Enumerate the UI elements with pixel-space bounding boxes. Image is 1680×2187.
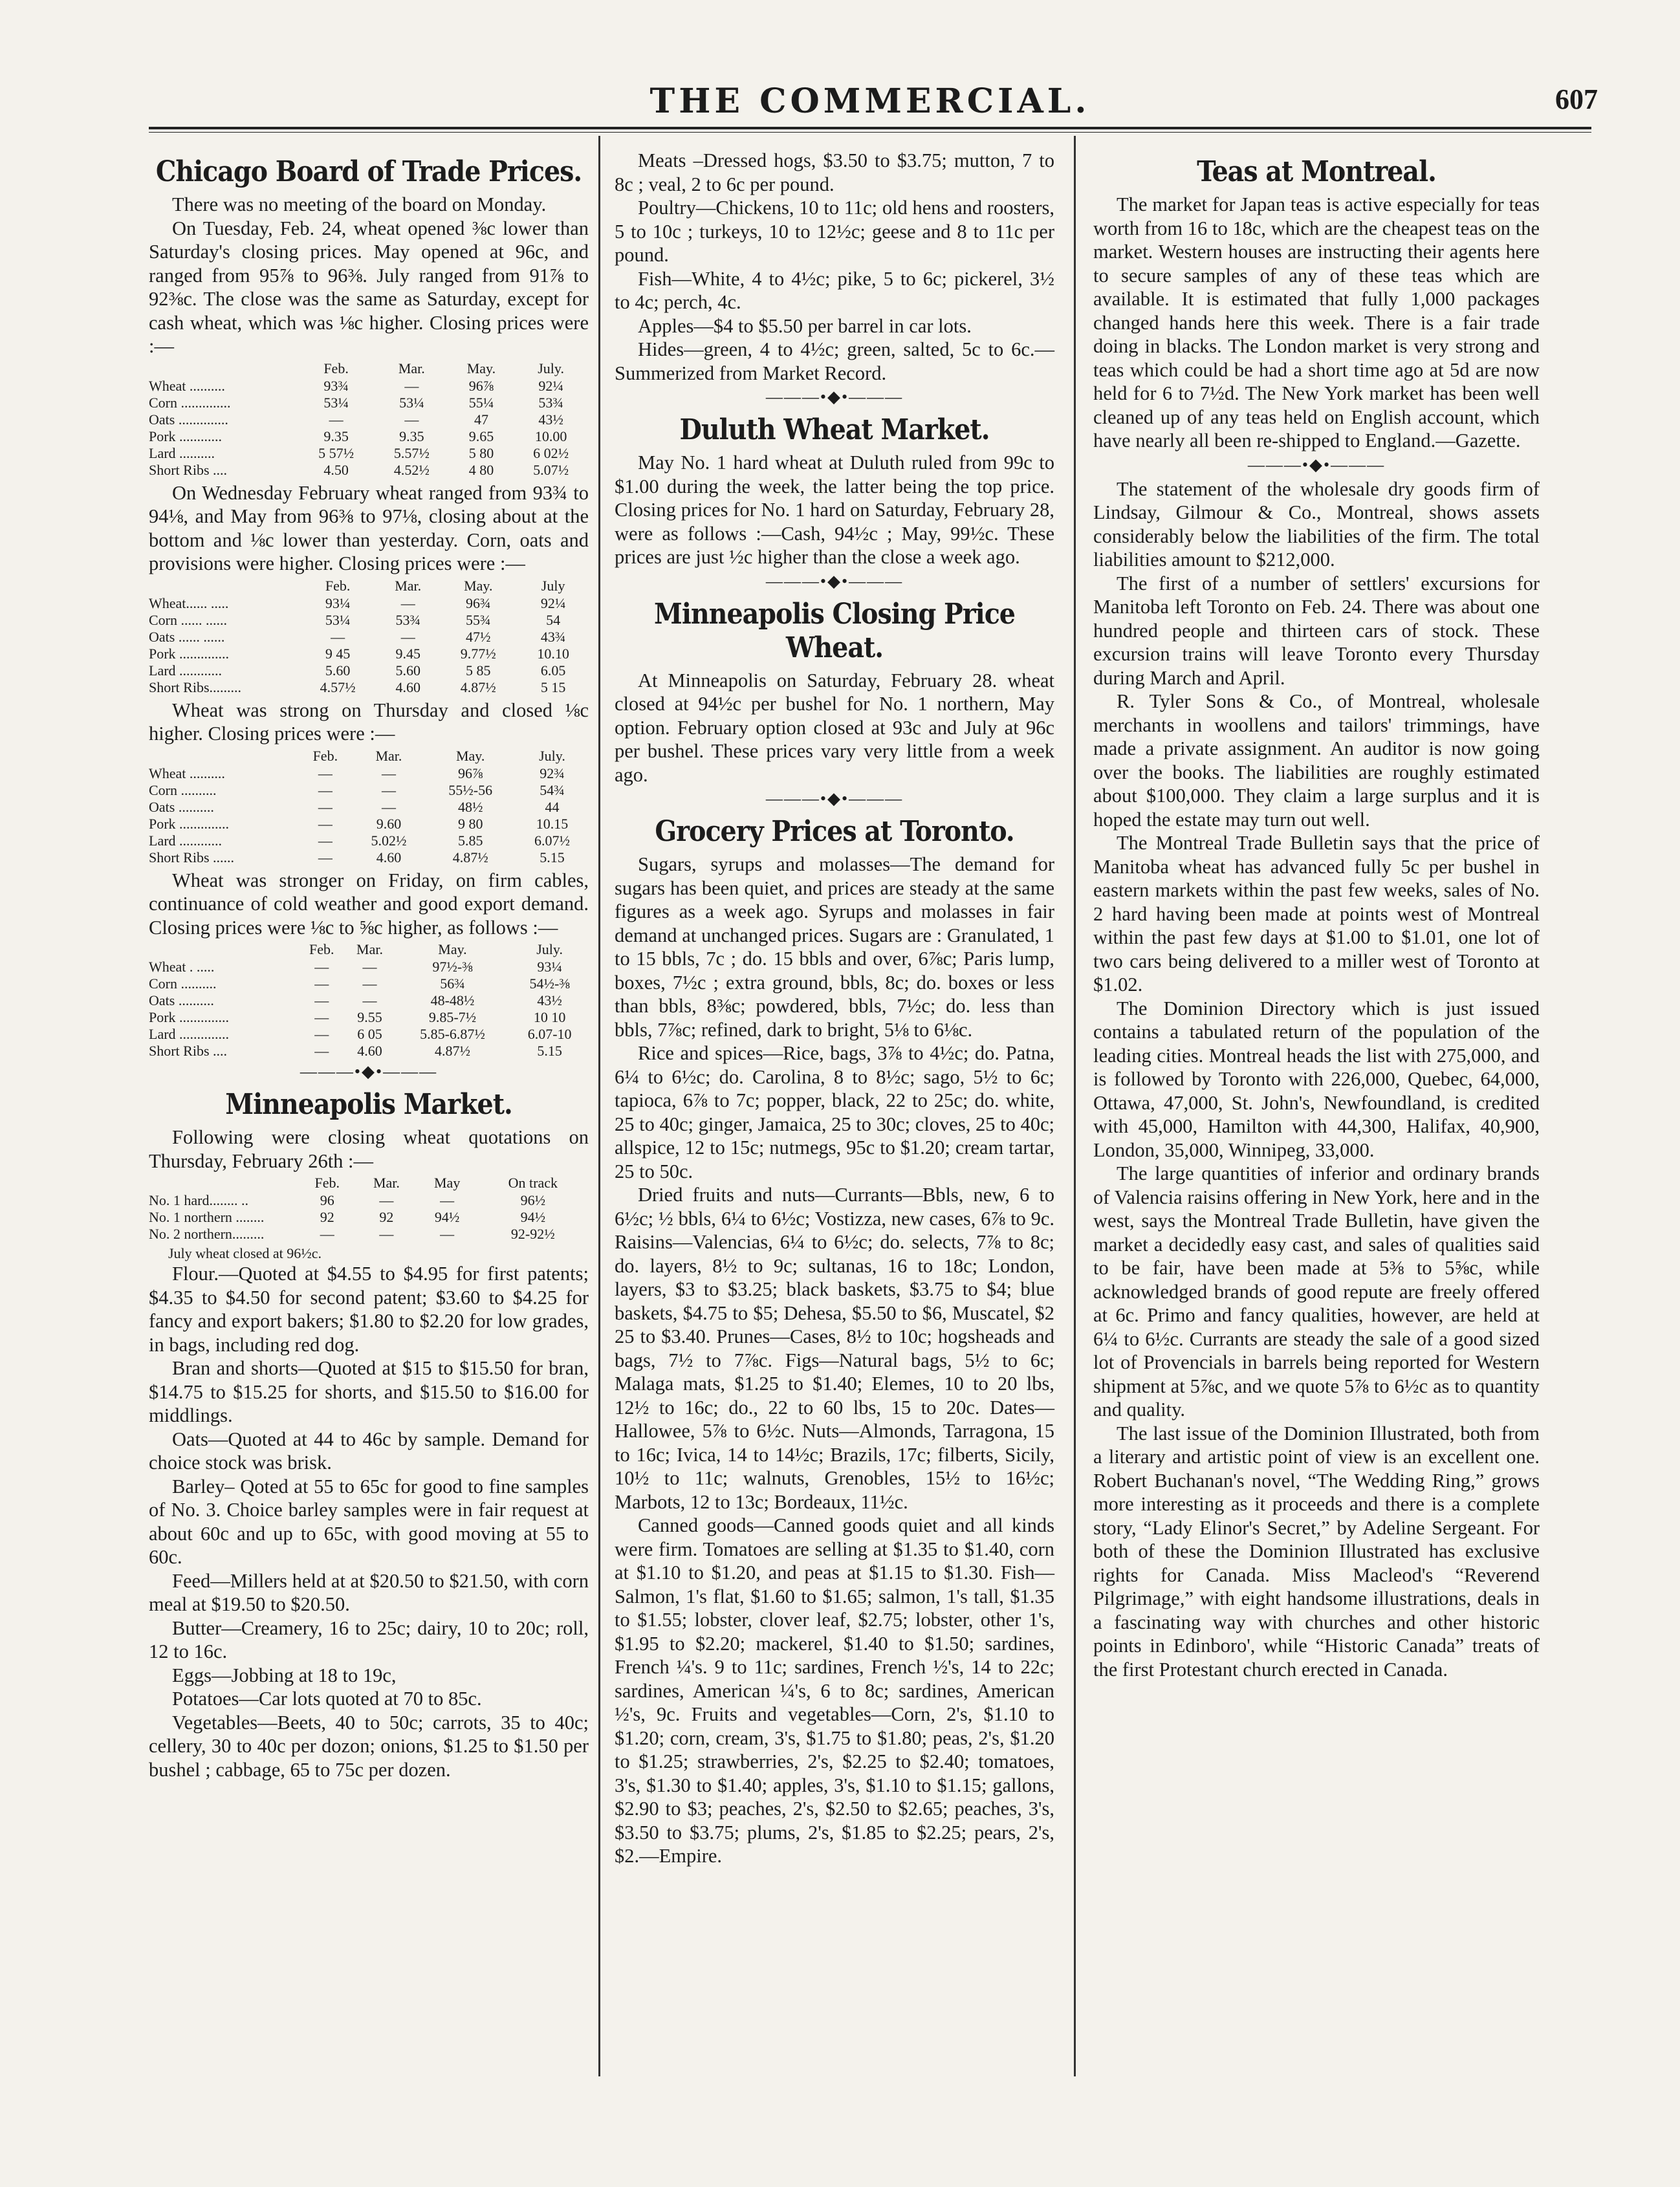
section-separator: ———•◆•——— xyxy=(765,387,904,406)
table-row xyxy=(149,1226,589,1243)
section-separator: ———•◆•——— xyxy=(300,1062,438,1081)
table-cell: — xyxy=(318,798,333,815)
table-cell: 54¾ xyxy=(540,781,565,798)
table-cell: 5.02½ xyxy=(371,832,407,849)
table-row xyxy=(149,662,589,679)
table-cell: — xyxy=(318,815,333,832)
table-cell: — xyxy=(379,1226,394,1242)
table-cell: 92-92½ xyxy=(510,1226,555,1242)
table-cell: — xyxy=(400,594,415,611)
table-cell: Pork .............. xyxy=(149,815,230,832)
table-header-cell: Feb. xyxy=(314,1175,340,1191)
table-cell: 93¾ xyxy=(323,377,349,394)
table-cell: 4.57½ xyxy=(320,679,356,695)
table-row xyxy=(149,1043,589,1060)
table-header-cell: May. xyxy=(455,747,485,764)
table-row xyxy=(149,816,589,832)
table-cell: 93¼ xyxy=(325,594,351,611)
minneapolis-paragraph: Feed—Millers held at at $20.50 to $21.50, with corn meal at $19.50 to $20.50. xyxy=(149,1569,589,1615)
price-table-tuesday xyxy=(149,360,589,479)
table-cell: 96½ xyxy=(520,1192,546,1208)
table-header-cell: Mar. xyxy=(375,747,402,764)
table-cell: — xyxy=(362,975,377,992)
grocery-heading: Grocery Prices at Toronto. xyxy=(655,815,1014,848)
table-cell: 5.15 xyxy=(537,1043,562,1059)
column-1 xyxy=(149,149,589,1781)
table-cell: 9 80 xyxy=(457,815,483,832)
table-header-cell: May. xyxy=(466,360,496,376)
table-cell: 6 02½ xyxy=(533,444,569,461)
table-cell: 55¼ xyxy=(468,394,494,411)
table-cell: Short Ribs ...... xyxy=(149,849,235,865)
table-header-cell: Mar. xyxy=(395,577,422,594)
table-cell: — xyxy=(318,849,333,865)
news-paragraph: The Montreal Trade Bulletin says that the price of Manitoba wheat has advanced fully 5c per bushel in eastern markets within the past few weeks, sales of No. 2 hard having been made at points west of Montreal within the past few days at $1.00 to $1.01, one lot of two cars being delivered to a miller west of Toronto at $1.02. xyxy=(1093,832,1540,996)
grocery-paragraph: Sugars, syrups and molasses—The demand for sugars has been quiet, and prices are steady at the same figures as a week ago. Syrups and molasses in fair demand at unchanged prices. Sugars are : Granulated, 1 to 15 bbls, 7c ; do. 15 bbls and over, 6⅞c; Paris lump, boxes, 7½c ; extra ground, bbls, 8c; do. boxes or less than bbls, 8⅜c; powdered, bbls, 7½c; do. less than bbls, 7⅞c; refined, dark to bright, 5⅛ to 6⅛c. xyxy=(615,853,1054,1041)
table-header-cell: Mar. xyxy=(398,360,425,376)
chicago-paragraph: Wheat was stronger on Friday, on firm cables, continuance of cold weather and good export demand. Closing prices were ⅛c to ⅝c higher, as follows :— xyxy=(149,869,589,939)
minneapolis-paragraph: Following were closing wheat quotations on Thursday, February 26th :— xyxy=(149,1126,589,1172)
news-paragraph: The statement of the wholesale dry goods firm of Lindsay, Gilmour & Co., Montreal, shows assets considerably below the liabilities of the firm. The total liabilities amount to $212,000. xyxy=(1093,477,1540,571)
table-cell: 5.85-6.87½ xyxy=(420,1026,485,1042)
table-cell: 5.07½ xyxy=(533,461,569,478)
table-cell: 9 45 xyxy=(325,645,351,662)
minneapolis-paragraph: Bran and shorts—Quoted at $15 to $15.50 for bran, $14.75 to $15.25 for shorts, and $15.50 to $16.00 for middlings. xyxy=(149,1357,589,1426)
column-2 xyxy=(615,149,1054,1868)
table-cell: No. 2 northern......... xyxy=(149,1226,265,1242)
section-separator: ———•◆•——— xyxy=(765,789,904,808)
table-cell: — xyxy=(404,411,419,428)
table-header-cell: May. xyxy=(438,941,467,957)
table-cell: Short Ribs .... xyxy=(149,461,228,478)
table-header-cell: July. xyxy=(539,747,565,764)
table-cell: Short Ribs......... xyxy=(149,679,242,695)
table-row xyxy=(149,782,589,799)
table-cell: Oats .......... xyxy=(149,992,214,1008)
grocery-paragraph: Rice and spices—Rice, bags, 3⅞ to 4½c; do. Patna, 6¼ to 6½c; do. Carolina, 8 to 8½c; sago, 5½ to 6c; tapioca, 6⅞ to 7c; popper, black, 22 to 25c; do. white, 25 to 40c; ginger, Jamaica, 25 to 30c; cloves, 25 to 40c; allspice, 12 to 15c; nutmegs, 95c to $1.20; cream tartar, 25 to 50c. xyxy=(615,1042,1054,1182)
table-header-cell xyxy=(149,577,298,595)
table-cell: 92 xyxy=(379,1209,394,1225)
table-cell: 6.05 xyxy=(540,662,566,679)
table-row xyxy=(149,959,589,975)
table-header-cell xyxy=(149,941,298,959)
table-header-row xyxy=(149,1174,589,1192)
table-header-cell: Feb. xyxy=(312,747,338,764)
table-cell: 53¼ xyxy=(325,611,351,628)
minneapolis-paragraph: Barley– Qoted at 55 to 65c for good to fine samples of No. 3. Choice barley samples were in fair request at about 60c and up to 65c, with good moving at 55 to 60c. xyxy=(149,1475,589,1568)
market-paragraph: Hides—green, 4 to 4½c; green, salted, 5c to 6c.—Summerized from Market Record. xyxy=(615,338,1054,384)
table-cell: — xyxy=(318,832,333,849)
minneapolis-market-heading: Minneapolis Market. xyxy=(225,1088,512,1121)
minneapolis-paragraph: Vegetables—Beets, 40 to 50c; carrots, 35 to 40c; cellery, 30 to 40c per dozon; onions, $1.25 to $1.50 per bushel ; cabbage, 65 to 75c per dozen. xyxy=(149,1711,589,1781)
table-row xyxy=(149,445,589,462)
table-header-cell: Mar. xyxy=(356,941,383,957)
teas-heading: Teas at Montreal. xyxy=(1197,155,1436,188)
price-table-friday xyxy=(149,941,589,1060)
table-row xyxy=(149,629,589,646)
table-cell: Corn .......... xyxy=(149,781,217,798)
table-cell: 9.65 xyxy=(468,428,494,444)
table-cell: 6.07½ xyxy=(534,832,570,849)
table-cell: Pork .............. xyxy=(149,645,230,662)
table-cell: 5.60 xyxy=(325,662,351,679)
table-cell: — xyxy=(314,1009,329,1025)
table-row xyxy=(149,1026,589,1043)
table-cell: — xyxy=(314,1043,329,1059)
table-cell: Corn .............. xyxy=(149,394,231,411)
table-cell: — xyxy=(404,377,419,394)
grocery-paragraph: Canned goods—Canned goods quiet and all kinds were firm. Tomatoes are selling at $1.35 to $1.40, corn at $1.10 to $1.20, and peas at $1.15 to $1.30. Fish—Salmon, 1's flat, $1.60 to $1.65; salmon, 1's tall, $1.35 to $1.55; lobster, clover leaf, $2.75; lobster, other 1's, $1.95 to $2.20; mackerel, $1.40 to $1.50; sardines, French ¼'s. 9 to 11c; sardines, French ½'s, 14 to 22c; sardines, American ¼'s, 6 to 8c; sardines, American ½'s, 9c. Fruits and vegetables—Corn, 2's, $1.10 to $1.20; corn, cream, 3's, $1.75 to $1.80; peas, 2's, $1.20 to $1.25; strawberries, 2's, $2.25 to $2.40; tomatoes, 3's, $1.30 to $1.40; apples, 3's, $1.10 to $1.15; gallons, $2.90 to $3; peaches, 2's, $2.50 to $2.65; peaches, 3's, $3.50 to $3.75; plums, 2's, $1.85 to $2.25; pears, 2's, $2.—Empire. xyxy=(615,1514,1054,1867)
minneapolis-closing-heading: Minneapolis Closing Price Wheat. xyxy=(654,597,1015,664)
table-cell: 10.00 xyxy=(534,428,567,444)
table-cell: 47½ xyxy=(466,628,491,645)
table-cell: Short Ribs .... xyxy=(149,1043,228,1059)
teas-paragraph: The market for Japan teas is active especially for teas worth from 16 to 18c, which are the cheapest teas on the market. Western houses are instructing their agents here to secure samples of any of these teas which are available. It is estimated that fully 1,000 packages changed hands here this week. There is a fair trade doing in blacks. The London market is very strong and teas which could be had a short time ago at 5d are now held for 6 to 7½d. The New York market has been well cleaned up of any teas held on English account, which have nearly all been re-shipped to England.—Gazette. xyxy=(1093,193,1540,452)
table-cell: — xyxy=(381,765,396,781)
table-cell: Oats ...... ...... xyxy=(149,628,225,645)
column-divider-1 xyxy=(598,136,600,2076)
section-separator: ———•◆•——— xyxy=(1247,455,1386,474)
news-paragraph: The large quantities of inferior and ordinary brands of Valencia raisins offering in New York, here and in the west, says the Montreal Trade Bulletin, have given the market a decidedly easy cast, and sales of qualities said to be fair, have been made at 5⅜ to 5⅝c, while acknowledged brands of good repute are freely offered at 6c. Primo and fancy qualities, however, are held at 6¼ to 6½c. Currants are steady the sale of a good sized lot of Provencials in barrels being reported for Western shipment at 5⅞c, and we quote 5⅞ to 6½c as to quantity and quality. xyxy=(1093,1162,1540,1420)
table-row xyxy=(149,832,589,849)
news-paragraph: The last issue of the Dominion Illustrated, both from a literary and artistic point of view is an excellent one. Robert Buchanan's novel, “The Wedding Ring,” grows more interesting as it proceeds and there is a complete story, “Lady Elinor's Secret,” by Adeline Sergeant. For both of these the Dominion Illustrated has exclusive rights for Canada. Miss Macleod's “Reverend Pilgrimage,” with eight handsome illustrations, deals in a fascinating way with churches and other historic points in Edinboro', while “Historic Canada” treats of the first Protestant church erected in Canada. xyxy=(1093,1422,1540,1681)
table-cell: No. 1 hard........ .. xyxy=(149,1192,248,1208)
table-cell: 4.60 xyxy=(395,679,420,695)
column-3 xyxy=(1093,149,1540,1681)
table-cell: — xyxy=(362,992,377,1008)
table-cell: 94½ xyxy=(434,1209,460,1225)
minneapolis-paragraph: Oats—Quoted at 44 to 46c by sample. Demand for choice stock was brisk. xyxy=(149,1428,589,1474)
table-row xyxy=(149,799,589,816)
table-cell: Pork ............ xyxy=(149,428,223,444)
news-paragraph: The first of a number of settlers' excursions for Manitoba left Toronto on Feb. 24. There was about one hundred people and thirteen cars of stock. These excursion trains will leave Toronto every Thursday during March and April. xyxy=(1093,572,1540,689)
table-cell: 96⅞ xyxy=(457,765,483,781)
table-header-cell: July. xyxy=(536,941,563,957)
table-row xyxy=(149,378,589,395)
table-cell: Wheat . ..... xyxy=(149,959,215,975)
table-cell: — xyxy=(318,765,333,781)
table-cell: 55½-56 xyxy=(448,781,493,798)
price-table-minneapolis xyxy=(149,1174,589,1243)
table-cell: 4.87½ xyxy=(452,849,488,865)
news-paragraph: R. Tyler Sons & Co., of Montreal, wholesale merchants in woollens and tailors' trimmings, have made a private assignment. An auditor is now going over the books. The liabilities are roughly estimated about $100,000. They claim a large surplus and it is hoped the estate may turn out well. xyxy=(1093,690,1540,831)
table-cell: 5.57½ xyxy=(393,444,430,461)
table-cell: 92¼ xyxy=(540,594,566,611)
table-cell: 96¾ xyxy=(466,594,491,611)
table-header-cell: July. xyxy=(538,360,564,376)
table-cell: 96⅞ xyxy=(468,377,494,394)
table-cell: 5 57½ xyxy=(318,444,355,461)
table-cell: 4.60 xyxy=(357,1043,382,1059)
table-cell: 5 85 xyxy=(466,662,491,679)
market-paragraph: Fish—White, 4 to 4½c; pike, 5 to 6c; pickerel, 3½ to 4c; perch, 4c. xyxy=(615,267,1054,313)
table-cell: — xyxy=(314,975,329,992)
table-cell: 48-48½ xyxy=(430,992,475,1008)
table-header-row xyxy=(149,747,589,765)
table-cell: 6 05 xyxy=(357,1026,382,1042)
table-cell: 5 15 xyxy=(540,679,566,695)
chicago-paragraph: There was no meeting of the board on Monday. xyxy=(172,193,547,215)
table-cell: Lard .......... xyxy=(149,444,215,461)
table-cell: 97½-⅜ xyxy=(432,959,473,975)
table-cell: 56¾ xyxy=(440,975,465,992)
table-cell: 5.15 xyxy=(540,849,565,865)
table-cell: — xyxy=(440,1226,455,1242)
table-cell: Wheat .......... xyxy=(149,377,225,394)
masthead-rule-thin xyxy=(149,132,1591,133)
duluth-heading: Duluth Wheat Market. xyxy=(679,413,990,446)
table-cell: 96 xyxy=(320,1192,334,1208)
table-cell: 92¼ xyxy=(538,377,563,394)
table-cell: 93¼ xyxy=(537,959,562,975)
table-cell: Lard ............ xyxy=(149,832,223,849)
grocery-paragraph: Dried fruits and nuts—Currants—Bbls, new, 6 to 6½c; ½ bbls, 6¼ to 6½c; Vostizza, new cases, 6⅞ to 9c. Raisins—Valencias, 6¼ to 6½c; do. selects, 7⅞ to 8c; do. layers, 8½ to 9c; sultanas, 16 to 18c; London, layers, $3 to $3.25; black baskets, $3.75 to $4; blue baskets, $4.75 to $5; Dehesa, $5.50 to $6, Muscatel, $2 25 to $3.40. Prunes—Cases, 8½ to 10c; hogsheads and bags, 7½ to 7⅞c. Figs—Natural bags, 5½ to 6c; Malaga mats, $1.25 to $1.40; Elemes, 10 to 20 lbs, 12½ to 16c; do., 22 to 60 lbs, 15 to 20c. Dates—Hallowee, 5⅞ to 6½c. Nuts—Almonds, Tarragona, 15 to 16c; Ivica, 14 to 14½c; Brazils, 17c; filberts, Sicily, 10½ to 11c; walnuts, Grenobles, 15½ to 16½c; Marbots, 12 to 13c; Bordeaux, 11½c. xyxy=(615,1184,1054,1513)
table-note: July wheat closed at 96½c. xyxy=(168,1245,322,1261)
minneapolis-paragraph: Flour.—Quoted at $4.55 to $4.95 for first patents; $4.35 to $4.50 for second patent; $3.60 to $4.25 for fancy and export bakers; $1.80 to $2.20 for low grades, in bags, including red dog. xyxy=(149,1263,589,1356)
table-cell: 6.07-10 xyxy=(527,1026,572,1042)
minneapolis-paragraph: Eggs—Jobbing at 18 to 19c, xyxy=(172,1664,397,1686)
minneapolis-paragraph: Butter—Creamery, 16 to 25c; dairy, 10 to 20c; roll, 12 to 16c. xyxy=(149,1616,589,1662)
masthead-rule-thick xyxy=(149,127,1591,129)
table-cell: 9.35 xyxy=(323,428,349,444)
table-row xyxy=(149,612,589,629)
chicago-heading: Chicago Board of Trade Prices. xyxy=(155,155,582,188)
minneapolis-closing-paragraph: At Minneapolis on Saturday, February 28. wheat closed at 94½c per bushel for No. 1 northern, May option. February option closed at 93c and July at 96c per bushel. These prices vary very little from a week ago. xyxy=(615,669,1054,786)
news-paragraph: The Dominion Directory which is just issued contains a tabulated return of the population of the leading cities. Montreal heads the list with 275,000, and is followed by Toronto with 226,000, Quebec, 64,000, Ottawa, 47,000, St. John's, Newfoundland, is credited with 45,000, Hamilton with 44,300, Halifax, 40,900, London, 35,000, Winnipeg, 33,000. xyxy=(1093,997,1540,1161)
table-cell: Wheat...... ..... xyxy=(149,594,229,611)
table-cell: 4 80 xyxy=(468,461,494,478)
table-cell: — xyxy=(314,959,329,975)
table-header-cell: May xyxy=(434,1175,461,1191)
table-cell: — xyxy=(318,781,333,798)
table-cell: 10.15 xyxy=(536,815,569,832)
table-row xyxy=(149,765,589,782)
table-cell: — xyxy=(381,798,396,815)
table-header-cell: Mar. xyxy=(373,1175,400,1191)
table-cell: No. 1 northern ........ xyxy=(149,1209,265,1225)
table-cell: — xyxy=(331,628,345,645)
table-row xyxy=(149,1192,589,1209)
table-cell: 4.87½ xyxy=(460,679,496,695)
table-cell: — xyxy=(314,992,329,1008)
chicago-paragraph: Wheat was strong on Thursday and closed ⅛c higher. Closing prices were :— xyxy=(149,699,589,745)
table-row xyxy=(149,679,589,696)
table-cell: — xyxy=(329,411,344,428)
market-paragraph: Apples—$4 to $5.50 per barrel in car lots. xyxy=(638,314,972,337)
table-cell: — xyxy=(400,628,415,645)
table-cell: 9.85-7½ xyxy=(428,1009,477,1025)
table-cell: Lard ............ xyxy=(149,662,223,679)
table-row xyxy=(149,395,589,411)
table-row xyxy=(149,428,589,445)
table-header-cell: July xyxy=(541,577,565,594)
table-cell: 9.45 xyxy=(395,645,420,662)
table-header-cell: On track xyxy=(508,1175,558,1191)
table-cell: — xyxy=(379,1192,394,1208)
table-cell: — xyxy=(362,959,377,975)
table-cell: — xyxy=(381,781,396,798)
table-cell: 10.10 xyxy=(537,645,569,662)
table-row xyxy=(149,411,589,428)
table-row xyxy=(149,975,589,992)
table-cell: 54½-⅜ xyxy=(529,975,570,992)
table-header-cell: Feb. xyxy=(309,941,334,957)
table-cell: 94½ xyxy=(520,1209,546,1225)
newspaper-title: THE COMMERCIAL. xyxy=(649,82,1091,121)
table-header-row xyxy=(149,360,589,378)
table-cell: 92¾ xyxy=(540,765,565,781)
table-cell: 48½ xyxy=(457,798,483,815)
table-cell: 53¾ xyxy=(538,394,563,411)
table-cell: 4.87½ xyxy=(434,1043,470,1059)
market-paragraph: Poultry—Chickens, 10 to 11c; old hens and roosters, 5 to 10c ; turkeys, 10 to 12½c; geese and 8 to 11c per pound. xyxy=(615,197,1054,266)
chicago-paragraph: On Tuesday, Feb. 24, wheat opened ⅜c lower than Saturday's closing prices. May opened at 96c, and ranged from 95⅞ to 96⅜. July ranged from 91⅞ to 92⅜c. The close was the same as Saturday, except for cash wheat, which was ⅛c higher. Closing prices were :— xyxy=(149,217,589,357)
table-header-row xyxy=(149,941,589,959)
table-row xyxy=(149,462,589,479)
table-cell: 55¾ xyxy=(466,611,491,628)
table-cell: 9.77½ xyxy=(460,645,496,662)
table-cell: 9.60 xyxy=(376,815,402,832)
table-row xyxy=(149,595,589,612)
table-header-cell xyxy=(149,747,298,765)
table-cell: 5.60 xyxy=(395,662,420,679)
table-cell: 53¼ xyxy=(323,394,349,411)
table-cell: 92 xyxy=(320,1209,334,1225)
table-cell: — xyxy=(440,1192,455,1208)
table-cell: 47 xyxy=(474,411,488,428)
table-cell: 53¾ xyxy=(395,611,420,628)
duluth-paragraph: May No. 1 hard wheat at Duluth ruled from 99c to $1.00 during the week, the latter being the top price. Closing prices for No. 1 hard on Saturday, February 28, were as follows :—Cash, 94½c ; May, 99½c. These prices are just ½c higher than the close a week ago. xyxy=(615,452,1054,568)
market-paragraph: Meats –Dressed hogs, $3.50 to $3.75; mutton, 7 to 8c ; veal, 2 to 6c per pound. xyxy=(615,149,1054,195)
table-cell: 53¼ xyxy=(399,394,424,411)
table-cell: Corn .......... xyxy=(149,975,217,992)
chicago-paragraph: On Wednesday February wheat ranged from 93¾ to 94⅛, and May from 96⅜ to 97⅛, closing about at the bottom and ⅛c lower than yesterday. Corn, oats and provisions were higher. Closing prices were :— xyxy=(149,481,589,574)
table-header-cell xyxy=(149,360,298,378)
table-row xyxy=(149,849,589,866)
table-cell: 4.60 xyxy=(376,849,402,865)
table-header-cell: Feb. xyxy=(325,577,351,594)
table-cell: 4.52½ xyxy=(393,461,430,478)
table-header-cell: Feb. xyxy=(323,360,349,376)
price-table-wednesday xyxy=(149,577,589,696)
table-cell: Lard .............. xyxy=(149,1026,230,1042)
table-header-cell xyxy=(149,1174,298,1192)
table-cell: 44 xyxy=(545,798,560,815)
table-cell: — xyxy=(314,1026,329,1042)
minneapolis-paragraph: Potatoes—Car lots quoted at 70 to 85c. xyxy=(172,1688,482,1710)
table-header-cell: May. xyxy=(464,577,493,594)
column-divider-2 xyxy=(1074,136,1076,2076)
table-cell: 54 xyxy=(546,611,561,628)
table-cell: Corn ...... ...... xyxy=(149,611,227,628)
page-number: 607 xyxy=(1555,83,1598,115)
table-cell: Wheat .......... xyxy=(149,765,225,781)
table-header-row xyxy=(149,577,589,595)
table-cell: 43½ xyxy=(537,992,562,1008)
table-cell: — xyxy=(320,1226,334,1242)
table-cell: 43½ xyxy=(538,411,563,428)
section-separator: ———•◆•——— xyxy=(765,571,904,591)
table-cell: Pork .............. xyxy=(149,1009,230,1025)
table-row xyxy=(149,646,589,662)
table-cell: 9.35 xyxy=(399,428,424,444)
table-cell: 9.55 xyxy=(357,1009,382,1025)
table-row xyxy=(149,1209,589,1226)
table-cell: 5.85 xyxy=(457,832,483,849)
table-row xyxy=(149,1009,589,1026)
price-table-thursday xyxy=(149,747,589,866)
table-cell: 10 10 xyxy=(533,1009,566,1025)
table-cell: 4.50 xyxy=(323,461,349,478)
table-cell: Oats .............. xyxy=(149,411,228,428)
table-cell: 43¾ xyxy=(540,628,566,645)
table-cell: 5 80 xyxy=(468,444,494,461)
table-cell: Oats .......... xyxy=(149,798,214,815)
table-row xyxy=(149,992,589,1009)
masthead xyxy=(149,78,1598,129)
